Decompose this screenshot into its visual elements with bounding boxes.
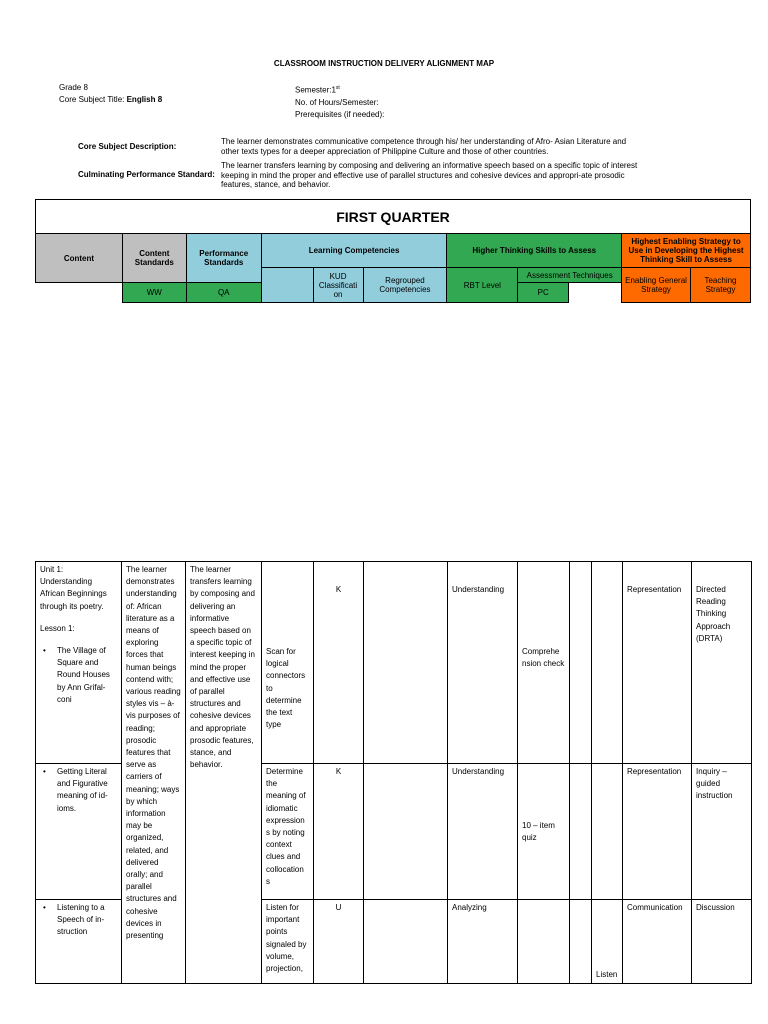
content-cell: [36, 764, 122, 900]
semester-label: Semester:1st: [295, 85, 340, 95]
grade-label: Grade 8: [59, 83, 88, 92]
regrouped-cell: [364, 900, 448, 984]
qa-cell: [570, 562, 592, 764]
pc-cell: Listen: [592, 900, 623, 984]
table-row: [36, 562, 752, 764]
enabling-cell: Communication: [623, 900, 692, 984]
rbt-cell: Understanding: [448, 562, 518, 764]
rbt-cell: Analyzing: [448, 900, 518, 984]
document-title: CLASSROOM INSTRUCTION DELIVERY ALIGNMENT MAP: [273, 59, 495, 68]
culminating-standard-label: Culminating Performance Standard:: [78, 170, 215, 179]
qa-cell: [570, 900, 592, 984]
rbt-cell: Understanding: [448, 764, 518, 900]
header-assessment-techniques: Assessment Techniques: [518, 268, 622, 283]
teaching-cell: Inquiry – guided instruction: [692, 764, 752, 900]
competency-cell: Listen for important points signaled by volume, projection,: [262, 900, 314, 984]
header-performance-standards: Performance Standards: [186, 234, 261, 283]
ww-cell: 10 – item quiz: [518, 764, 570, 900]
list-item: • Getting Literal and Figurative meaning of id-ioms.: [40, 766, 117, 815]
bullet-icon: •: [43, 646, 46, 656]
header-content: Content: [36, 234, 123, 283]
pc-cell: [592, 562, 623, 764]
content-standard-cell: The learner demonstrates understanding of: African literature as a means of exploring forces that human beings contend with; various reading styles vis – à-vis purposes of reading; prosodic features that serve as carriers of meaning; ways by which information may be organized, related, and delivered orally; and parallel structures and cohesive devices in presenting: [122, 562, 186, 984]
header-content-standards: Content Standards: [122, 234, 186, 283]
header-regrouped: Regrouped Competencies: [363, 268, 447, 303]
meta-left: [59, 82, 162, 106]
unit-title: Unit 1: Understanding African Beginnings through its poetry.: [40, 565, 107, 611]
bullet-icon: •: [43, 903, 46, 912]
core-subject-title: Core Subject Title: English 8: [59, 95, 163, 104]
regrouped-cell: [364, 764, 448, 900]
header-highest-enabling: Highest Enabling Strategy to Use in Developing the Highest Thinking Skill to Assess: [622, 234, 751, 268]
culminating-standard-text: The learner transfers learning by composing and delivering an informative speech based on a specific topic of interest keeping in mind the proper and effective use of parallel structures and cohesive devices and appropri-ate prosodic features, stance, and behavior.: [221, 161, 638, 190]
ww-cell: Comprehe nsion check: [518, 562, 570, 764]
header-enabling-general: Enabling General Strategy: [622, 268, 691, 303]
quarter-title: FIRST QUARTER: [36, 200, 751, 234]
header-pc: PC: [518, 283, 569, 303]
header-learning-competencies: Learning Competencies: [261, 234, 447, 268]
bullet-icon: •: [43, 767, 46, 776]
header-competency-blank: [261, 268, 313, 303]
enabling-cell: Representation: [623, 562, 692, 764]
competency-cell: Determine the meaning of idiomatic expression s by noting context clues and collocation s: [262, 764, 314, 900]
header-table: [35, 199, 751, 303]
content-cell: [36, 562, 122, 764]
pc-cell: [592, 764, 623, 900]
lesson-label: Lesson 1:: [40, 623, 75, 633]
header-rbt-level: RBT Level: [447, 268, 518, 303]
core-subject-value: English 8: [126, 95, 163, 104]
competency-cell: Scan for logical connectors to determine the text type: [262, 562, 314, 764]
teaching-cell: Directed Reading Thinking Approach (DRTA): [692, 562, 752, 764]
header-teaching-strategy: Teaching Strategy: [690, 268, 750, 303]
core-description-text: The learner demonstrates communicative competence through his/ her understanding of Afro- Asian Literature and other texts types for a deeper appreciation of Philippine Culture and those of other countries.: [221, 137, 627, 156]
hours-label: No. of Hours/Semester:: [295, 97, 379, 107]
qa-cell: [570, 764, 592, 900]
performance-standard-cell: The learner transfers learning by composing and delivering an informative speech based on a specific topic of interest keeping in mind the proper and effective use of parallel structures and cohesive devices and appropriate prosodic features, stance, and behavior.: [186, 562, 262, 984]
header-ww: WW: [122, 283, 186, 303]
prerequisites-label: Prerequisites (if needed):: [295, 109, 385, 119]
content-cell: [36, 900, 122, 984]
enabling-cell: Representation: [623, 764, 692, 900]
list-item: • The Village of Square and Round Houses by Ann Grifal-coni: [40, 645, 117, 706]
alignment-table: [35, 561, 752, 984]
kud-cell: K: [314, 764, 364, 900]
meta-right: [295, 82, 384, 121]
header-higher-thinking: Higher Thinking Skills to Assess: [447, 234, 622, 268]
kud-cell: U: [314, 900, 364, 984]
regrouped-cell: [364, 562, 448, 764]
core-description-label: Core Subject Description:: [78, 142, 177, 151]
teaching-cell: Discussion: [692, 900, 752, 984]
ww-cell: [518, 900, 570, 984]
header-qa: QA: [186, 283, 261, 303]
list-item: • Listening to a Speech of in-struction: [40, 902, 117, 939]
header-kud: KUD Classificati on: [313, 268, 363, 303]
kud-cell: K: [314, 562, 364, 764]
